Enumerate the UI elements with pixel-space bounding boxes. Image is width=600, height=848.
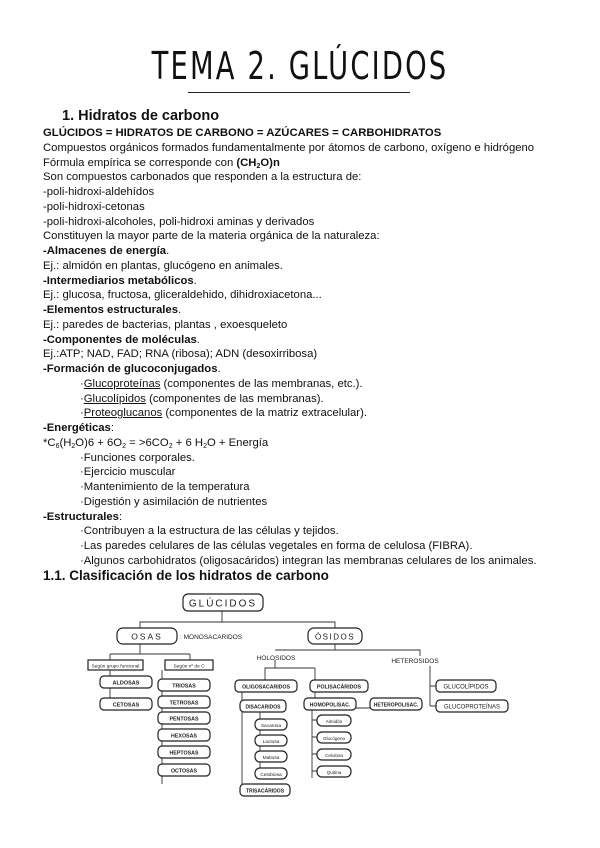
section-1-body [43,126,537,569]
diagram-label-glucidos: GLÚCIDOS [188,598,258,610]
diagram-label-homopolisac: HOMOPOLISAC. [309,702,351,709]
diagram-label-tetrosas: TETROSAS [169,700,199,707]
diagram-carbon-types [158,679,210,776]
structure-item: -poli-hidroxi-cetonas [43,200,145,213]
energetic-item: ·Funciones corporales. [80,451,195,464]
diagram-label-hexosas: HEXOSAS [171,733,197,740]
diagram-label-glucogeno: Glucógeno [322,735,346,741]
formula: $(CH_2O)n$ [236,156,280,170]
function-example: Ej.: paredes de bacterias, plantas , exoesqueleto [43,318,288,331]
glyco-item: ·Glucoproteínas (componentes de las membranas, etc.). [80,377,363,390]
section-1-heading: 1. Hidratos de carbono [62,108,220,124]
structural-title: -Estructurales: [43,510,123,523]
diagram-label-heptosas: HEPTOSAS [169,750,199,757]
diagram-label-by-group: Según grupo funcional [91,664,140,670]
glyco-item: ·Proteoglucanos (componentes de la matriz extracelular). [80,407,367,420]
equivalence-line: GLÚCIDOS = HIDRATOS DE CARBONO = AZÚCARES = CARBOHIDRATOS [43,127,442,139]
composition-line: Compuestos orgánicos formados fundamentalmente por átomos de carbono, oxígeno e hidrógeno [43,141,535,154]
diagram-homo-items [317,715,351,777]
diagram-label-osidos: ÓSIDOS [314,632,356,642]
diagram-label-heterosidos: HETEROSIDOS [391,658,439,665]
function-example: Ej.:ATP; NAD, FAD; RNA (ribosa); ADN (desoxirribosa) [43,348,318,361]
diagram-label-sacarosa: Sacarosa [260,723,282,729]
diagram-label-aldosas: ALDOSAS [112,680,140,687]
structural-item: ·Algunos carbohidratos (oligosacáridos) integran las membranas celulares de los animales. [80,554,537,567]
glyco-title: -Formación de glucoconjugados. [43,363,221,375]
formula-line [43,156,537,171]
diagram-label-glucolipidos: GLUCOLÍPIDOS [443,684,489,691]
diagram-label-pentosas: PENTOSAS [169,716,199,723]
diagram-label-triosas: TRIOSAS [172,683,196,690]
glyco-item: ·Glucolípidos (componentes de las membranas). [80,392,324,405]
function-title: -Intermediarios metabólicos. [43,274,197,287]
formula-prefix: Fórmula empírica se corresponde con [43,156,237,169]
diagram-label-oligosacaridos: OLIGOSACARIDOS [242,684,290,691]
diagram-label-osas: OSAS [131,631,163,642]
classification-diagram [80,588,540,813]
diagram-label-celobiosa: Celobiosa [260,772,282,778]
energetic-item: ·Digestión y asimilación de nutrientes [80,495,268,508]
diagram-label-cetosas: CETOSAS [112,702,140,709]
diagram-label-octosas: OCTOSAS [170,768,198,775]
energetic-item: ·Ejercicio muscular [80,466,176,479]
page-title: TEMA 2. GLÚCIDOS [151,44,449,88]
function-title: -Almacenes de energía. [43,245,170,257]
diagram-label-glucoproteinas: GLUCOPROTEÍNAS [443,704,501,711]
diagram-label-quitina: Quitina [326,769,342,775]
diagram-label-celulosa: Celulosa [325,752,343,758]
diagram-label-trisacaridos: TRISACÁRIDOS [245,788,285,795]
structural-item: ·Contribuyen a la estructura de las células y tejidos. [80,525,339,538]
function-title: -Componentes de moléculas. [43,333,200,346]
energetic-equation: $*C_6(H_2O)6 + 6O_2 = >6CO_2 + 6$ $H_2O$ + Energía [43,436,269,450]
diagram-label-holosidos: HOLOSIDOS [256,655,296,662]
majority-line: Constituyen la mayor parte de la materia orgánica de la naturaleza: [43,230,380,243]
diagram-label-disacaridos: DISACARIDOS [245,704,281,711]
diagram-label-lactosa: Lactosa [262,739,280,745]
diagram-label-heteropolisac: HETEROPOLISAC. [373,702,419,709]
function-example: Ej.: almidón en plantas, glucógeno en animales. [43,259,283,272]
function-title: -Elementos estructurales. [43,304,182,316]
energetic-item: ·Mantenimiento de la temperatura [80,481,250,493]
intro-line: Son compuestos carbonados que responden a la estructura de: [43,171,362,184]
diagram-label-osas-note: : MONOSACARIDOS [180,634,243,641]
structure-item: -poli-hidroxi-alcoholes, poli-hidroxi aminas y derivados [43,215,315,228]
diagram-label-polisacaridos: POLISACÁRIDOS [316,684,362,691]
structural-item: ·Las paredes celulares de las células vegetales en forma de celulosa (FIBRA). [80,540,473,552]
section-1-1-heading: 1.1. Clasificación de los hidratos de carbono [43,568,329,583]
energetic-title: -Energéticas: [43,422,114,434]
structure-item: -poli-hidroxi-aldehídos [43,186,155,198]
title-underline [188,92,410,93]
diagram-label-by-carbons: Según nº de C [173,664,205,670]
diagram-label-almidon: Almidón [325,718,343,724]
diagram-label-maltosa: Maltosa [262,755,280,761]
function-example: Ej.: glucosa, fructosa, gliceraldehido, dihidroxiacetona... [43,289,322,302]
